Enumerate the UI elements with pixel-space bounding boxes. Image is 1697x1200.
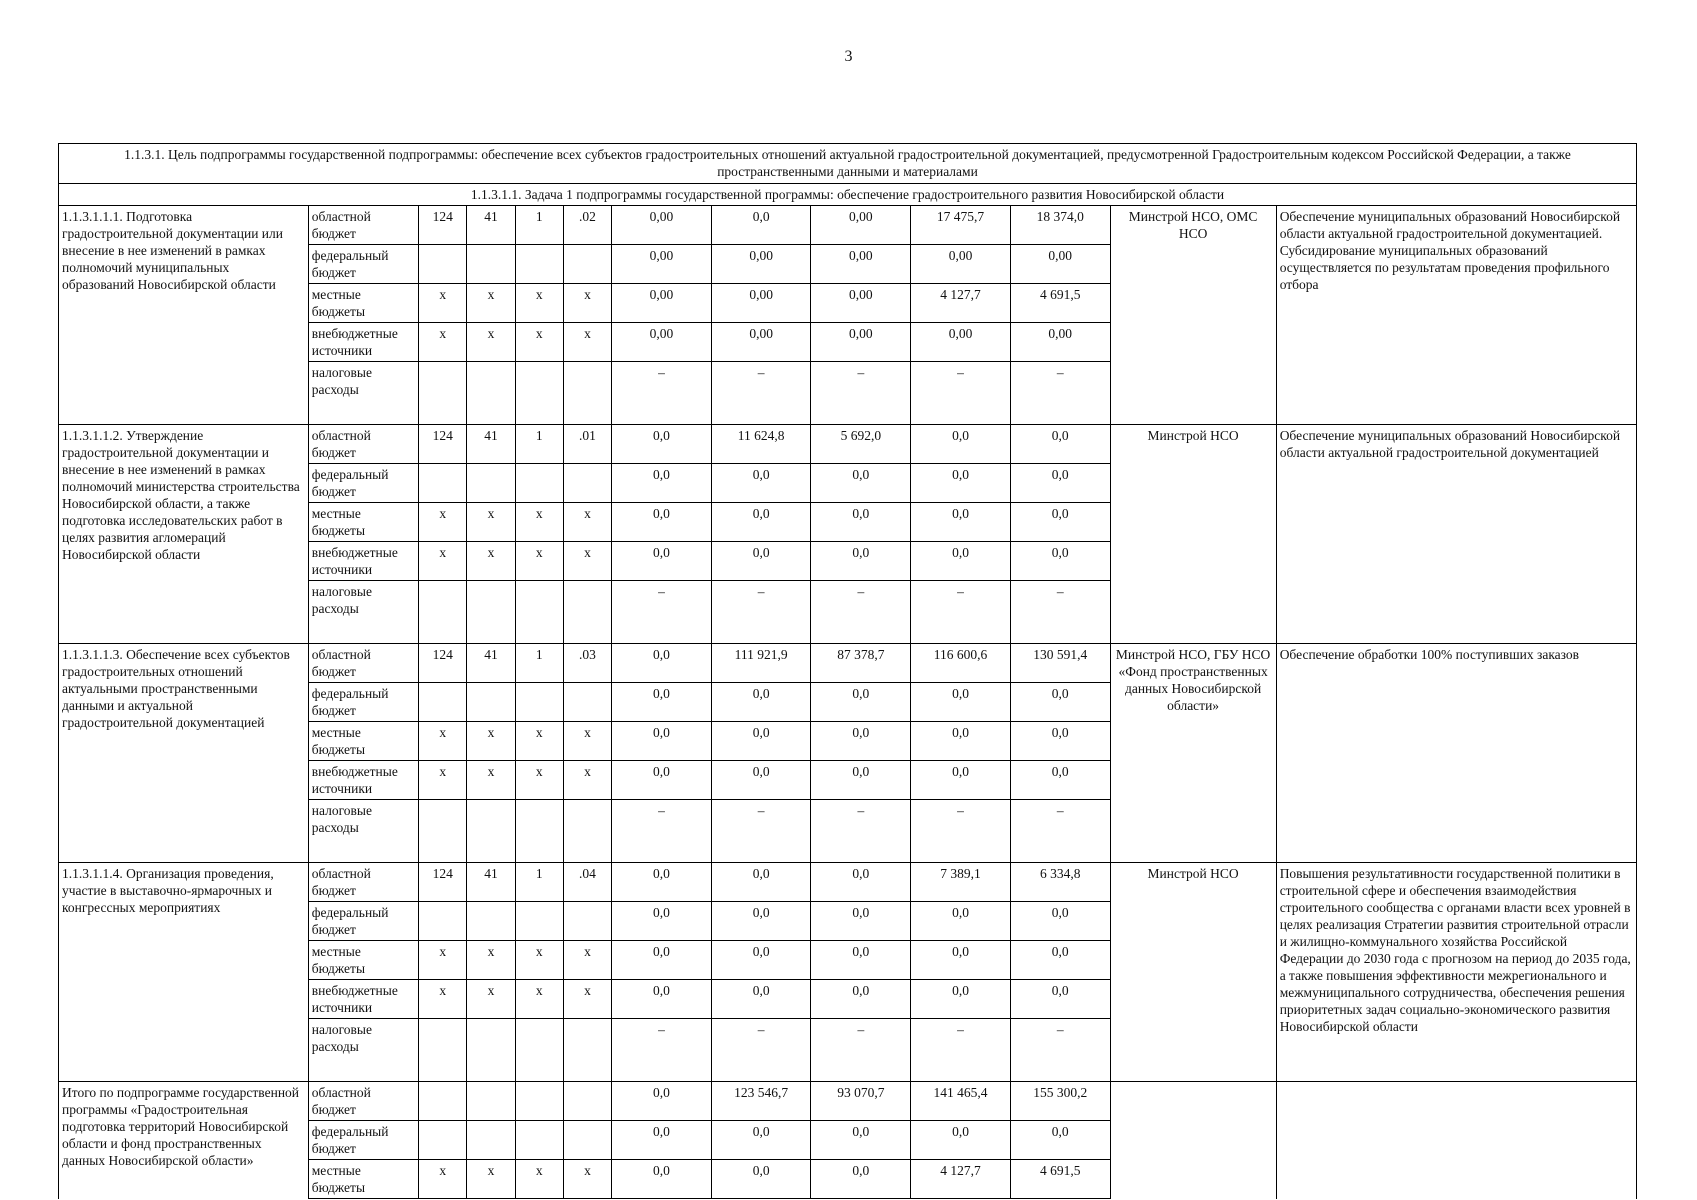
code-cell: .02 bbox=[563, 206, 611, 245]
value-cell: 6 334,8 bbox=[1010, 863, 1110, 902]
value-cell: 0,0 bbox=[711, 542, 811, 581]
value-cell: – bbox=[911, 800, 1011, 863]
code-cell bbox=[515, 902, 563, 941]
value-cell: 0,0 bbox=[811, 980, 911, 1019]
value-cell: – bbox=[1010, 1019, 1110, 1082]
code-cell: x bbox=[515, 323, 563, 362]
value-cell: 0,0 bbox=[1010, 683, 1110, 722]
value-cell: – bbox=[612, 800, 712, 863]
code-cell: x bbox=[467, 722, 515, 761]
value-cell: – bbox=[811, 362, 911, 425]
value-cell: 0,00 bbox=[1010, 323, 1110, 362]
code-cell bbox=[419, 902, 467, 941]
code-cell: x bbox=[515, 284, 563, 323]
value-cell: 0,0 bbox=[612, 761, 712, 800]
code-cell bbox=[515, 1121, 563, 1160]
code-cell: 41 bbox=[467, 644, 515, 683]
code-cell: x bbox=[515, 980, 563, 1019]
value-cell: 0,0 bbox=[711, 980, 811, 1019]
code-cell bbox=[563, 1121, 611, 1160]
value-cell: – bbox=[711, 362, 811, 425]
value-cell: 18 374,0 bbox=[1010, 206, 1110, 245]
funding-source: налоговые расходы bbox=[308, 800, 418, 863]
code-cell bbox=[563, 581, 611, 644]
value-cell: – bbox=[811, 1019, 911, 1082]
value-cell: 0,0 bbox=[911, 761, 1011, 800]
code-cell bbox=[419, 245, 467, 284]
value-cell: 0,0 bbox=[612, 464, 712, 503]
value-cell: – bbox=[911, 581, 1011, 644]
funding-source: федеральный бюджет bbox=[308, 245, 418, 284]
value-cell: 0,0 bbox=[612, 542, 712, 581]
value-cell: 0,0 bbox=[911, 503, 1011, 542]
funding-source: налоговые расходы bbox=[308, 362, 418, 425]
value-cell: – bbox=[811, 800, 911, 863]
value-cell: 0,0 bbox=[1010, 941, 1110, 980]
value-cell: 4 127,7 bbox=[911, 1160, 1011, 1199]
result bbox=[1276, 1082, 1636, 1199]
value-cell: 0,0 bbox=[711, 761, 811, 800]
value-cell: 0,0 bbox=[612, 503, 712, 542]
value-cell: 0,0 bbox=[911, 542, 1011, 581]
code-cell: x bbox=[467, 503, 515, 542]
code-cell: x bbox=[515, 503, 563, 542]
executor: Минстрой НСО, ГБУ НСО «Фонд пространственных данных Новосибирской области» bbox=[1110, 644, 1276, 863]
value-cell: 0,00 bbox=[911, 245, 1011, 284]
code-cell: 41 bbox=[467, 425, 515, 464]
code-cell: x bbox=[467, 284, 515, 323]
code-cell: x bbox=[419, 941, 467, 980]
table-row bbox=[59, 425, 1637, 464]
value-cell: – bbox=[612, 362, 712, 425]
code-cell bbox=[467, 683, 515, 722]
funding-source: внебюджетные источники bbox=[308, 980, 418, 1019]
value-cell: 0,0 bbox=[612, 1082, 712, 1121]
code-cell: x bbox=[419, 503, 467, 542]
program-table bbox=[58, 143, 1637, 1199]
code-cell bbox=[467, 581, 515, 644]
value-cell: 0,0 bbox=[1010, 902, 1110, 941]
value-cell: – bbox=[911, 1019, 1011, 1082]
value-cell: – bbox=[711, 800, 811, 863]
code-cell bbox=[563, 362, 611, 425]
value-cell: 0,00 bbox=[811, 206, 911, 245]
value-cell: 0,0 bbox=[612, 644, 712, 683]
code-cell bbox=[515, 581, 563, 644]
value-cell: – bbox=[612, 1019, 712, 1082]
code-cell: 41 bbox=[467, 863, 515, 902]
value-cell: 0,00 bbox=[811, 284, 911, 323]
value-cell: 0,0 bbox=[811, 761, 911, 800]
value-cell: 0,0 bbox=[911, 722, 1011, 761]
code-cell bbox=[419, 581, 467, 644]
funding-source: внебюджетные источники bbox=[308, 323, 418, 362]
value-cell: 4 691,5 bbox=[1010, 284, 1110, 323]
funding-source: федеральный бюджет bbox=[308, 1121, 418, 1160]
code-cell bbox=[419, 1121, 467, 1160]
code-cell bbox=[563, 245, 611, 284]
value-cell: 0,0 bbox=[911, 683, 1011, 722]
code-cell: x bbox=[467, 941, 515, 980]
value-cell: 0,0 bbox=[911, 1121, 1011, 1160]
code-cell: x bbox=[563, 503, 611, 542]
executor: Минстрой НСО, ОМС НСО bbox=[1110, 206, 1276, 425]
result: Обеспечение муниципальных образований Новосибирской области актуальной градостроительной документацией bbox=[1276, 425, 1636, 644]
value-cell: 4 127,7 bbox=[911, 284, 1011, 323]
code-cell: x bbox=[419, 542, 467, 581]
code-cell bbox=[515, 362, 563, 425]
code-cell bbox=[467, 1082, 515, 1121]
value-cell: 0,00 bbox=[711, 323, 811, 362]
value-cell: 0,0 bbox=[811, 941, 911, 980]
value-cell: 111 921,9 bbox=[711, 644, 811, 683]
executor bbox=[1110, 1082, 1276, 1199]
code-cell bbox=[419, 1082, 467, 1121]
code-cell bbox=[419, 800, 467, 863]
value-cell: – bbox=[711, 581, 811, 644]
value-cell: 4 691,5 bbox=[1010, 1160, 1110, 1199]
measure-name: 1.1.3.1.1.4. Организация проведения, участие в выставочно-ярмарочных и конгрессных мероприятиях bbox=[59, 863, 309, 1082]
value-cell: 0,0 bbox=[1010, 542, 1110, 581]
code-cell: 1 bbox=[515, 863, 563, 902]
table-row bbox=[59, 863, 1637, 902]
value-cell: 0,0 bbox=[1010, 980, 1110, 1019]
code-cell bbox=[467, 902, 515, 941]
value-cell: 0,0 bbox=[811, 542, 911, 581]
value-cell: 0,0 bbox=[811, 503, 911, 542]
code-cell: x bbox=[467, 980, 515, 1019]
code-cell: 124 bbox=[419, 644, 467, 683]
value-cell: 155 300,2 bbox=[1010, 1082, 1110, 1121]
value-cell: 0,0 bbox=[1010, 503, 1110, 542]
code-cell: x bbox=[419, 1160, 467, 1199]
value-cell: 0,0 bbox=[911, 980, 1011, 1019]
measure-name: 1.1.3.1.1.2. Утверждение градостроительной документации и внесение в нее изменений в рамках полномочий министерства строительства Новосибирской области, а также подготовка исследовательских работ в целях развития агломераций Новосибирской области bbox=[59, 425, 309, 644]
value-cell: 17 475,7 bbox=[911, 206, 1011, 245]
code-cell: x bbox=[563, 761, 611, 800]
funding-source: областной бюджет bbox=[308, 644, 418, 683]
funding-source: федеральный бюджет bbox=[308, 464, 418, 503]
value-cell: 0,0 bbox=[711, 464, 811, 503]
code-cell bbox=[419, 1019, 467, 1082]
value-cell: 0,0 bbox=[1010, 425, 1110, 464]
code-cell bbox=[467, 245, 515, 284]
code-cell: .01 bbox=[563, 425, 611, 464]
code-cell: x bbox=[515, 722, 563, 761]
value-cell: 0,0 bbox=[811, 902, 911, 941]
value-cell: 0,0 bbox=[811, 683, 911, 722]
code-cell bbox=[563, 1019, 611, 1082]
funding-source: местные бюджеты bbox=[308, 503, 418, 542]
value-cell: – bbox=[711, 1019, 811, 1082]
value-cell: 0,0 bbox=[711, 941, 811, 980]
code-cell bbox=[563, 683, 611, 722]
code-cell: x bbox=[419, 323, 467, 362]
funding-source: областной бюджет bbox=[308, 1082, 418, 1121]
code-cell bbox=[419, 464, 467, 503]
table-row bbox=[59, 644, 1637, 683]
value-cell: 0,0 bbox=[711, 206, 811, 245]
value-cell: 0,0 bbox=[711, 1121, 811, 1160]
code-cell bbox=[563, 1082, 611, 1121]
executor: Минстрой НСО bbox=[1110, 425, 1276, 644]
value-cell: 0,0 bbox=[811, 863, 911, 902]
code-cell: x bbox=[515, 761, 563, 800]
value-cell: 0,0 bbox=[911, 425, 1011, 464]
code-cell: 1 bbox=[515, 644, 563, 683]
code-cell: x bbox=[563, 980, 611, 1019]
value-cell: 0,0 bbox=[811, 722, 911, 761]
funding-source: местные бюджеты bbox=[308, 1160, 418, 1199]
value-cell: 0,0 bbox=[711, 503, 811, 542]
code-cell: x bbox=[563, 542, 611, 581]
code-cell: x bbox=[467, 542, 515, 581]
code-cell: x bbox=[563, 722, 611, 761]
code-cell: x bbox=[515, 941, 563, 980]
value-cell: 0,0 bbox=[811, 464, 911, 503]
code-cell: x bbox=[419, 284, 467, 323]
code-cell bbox=[515, 800, 563, 863]
code-cell bbox=[419, 362, 467, 425]
code-cell: x bbox=[515, 1160, 563, 1199]
code-cell: 1 bbox=[515, 206, 563, 245]
code-cell bbox=[515, 683, 563, 722]
code-cell: x bbox=[563, 1160, 611, 1199]
code-cell: x bbox=[419, 761, 467, 800]
value-cell: 0,0 bbox=[612, 722, 712, 761]
code-cell bbox=[467, 800, 515, 863]
code-cell bbox=[515, 464, 563, 503]
funding-source: федеральный бюджет bbox=[308, 902, 418, 941]
value-cell: 0,0 bbox=[612, 1160, 712, 1199]
code-cell: x bbox=[563, 284, 611, 323]
code-cell: x bbox=[467, 1160, 515, 1199]
result: Обеспечение муниципальных образований Новосибирской области актуальной градостроительной документацией. Субсидирование муниципальных образований осуществляется по результатам проведения профильного отбора bbox=[1276, 206, 1636, 425]
funding-source: внебюджетные источники bbox=[308, 542, 418, 581]
code-cell: .03 bbox=[563, 644, 611, 683]
code-cell bbox=[515, 245, 563, 284]
code-cell: 1 bbox=[515, 425, 563, 464]
value-cell: – bbox=[612, 581, 712, 644]
value-cell: 0,00 bbox=[911, 323, 1011, 362]
value-cell: 11 624,8 bbox=[711, 425, 811, 464]
value-cell: 0,00 bbox=[1010, 245, 1110, 284]
value-cell: 0,0 bbox=[911, 464, 1011, 503]
value-cell: 93 070,7 bbox=[811, 1082, 911, 1121]
value-cell: 0,0 bbox=[612, 980, 712, 1019]
value-cell: 0,0 bbox=[911, 941, 1011, 980]
value-cell: 0,00 bbox=[612, 284, 712, 323]
funding-source: местные бюджеты bbox=[308, 941, 418, 980]
value-cell: 0,00 bbox=[811, 323, 911, 362]
funding-source: налоговые расходы bbox=[308, 1019, 418, 1082]
funding-source: областной бюджет bbox=[308, 425, 418, 464]
code-cell bbox=[467, 1121, 515, 1160]
code-cell bbox=[467, 464, 515, 503]
value-cell: 0,0 bbox=[1010, 761, 1110, 800]
funding-source: внебюджетные источники bbox=[308, 761, 418, 800]
value-cell: 0,00 bbox=[612, 323, 712, 362]
value-cell: 7 389,1 bbox=[911, 863, 1011, 902]
table-row bbox=[59, 206, 1637, 245]
value-cell: 116 600,6 bbox=[911, 644, 1011, 683]
goal-header: 1.1.3.1. Цель подпрограммы государственной подпрограммы: обеспечение всех субъектов градостроительных отношений актуальной градостроительной документацией, предусмотренной Градостроительным кодексом Российской Федерации, а также пространственными данными и материалами bbox=[59, 144, 1637, 184]
result: Повышения результативности государственной политики в строительной сфере и обеспечения взаимодействия строительного сообщества с органами власти всех уровней в целях реализация Стратегии развития строительной отрасли и жилищно-коммунального хозяйства Российской Федерации до 2030 года с прогнозом на период до 2035 года, а также повышения эффективности межрегионального и межмуниципального сотрудничества, обеспечения решения приоритетных задач социально-экономического развития Новосибирской области bbox=[1276, 863, 1636, 1082]
funding-source: местные бюджеты bbox=[308, 722, 418, 761]
value-cell: 0,0 bbox=[711, 863, 811, 902]
code-cell: 124 bbox=[419, 425, 467, 464]
value-cell: 0,0 bbox=[612, 902, 712, 941]
value-cell: – bbox=[811, 581, 911, 644]
value-cell: 0,0 bbox=[612, 863, 712, 902]
value-cell: 0,0 bbox=[711, 722, 811, 761]
code-cell: .04 bbox=[563, 863, 611, 902]
value-cell: 5 692,0 bbox=[811, 425, 911, 464]
funding-source: областной бюджет bbox=[308, 863, 418, 902]
value-cell: 0,0 bbox=[612, 425, 712, 464]
value-cell: 0,0 bbox=[1010, 1121, 1110, 1160]
value-cell: 0,0 bbox=[612, 1121, 712, 1160]
page-number: 3 bbox=[844, 48, 853, 65]
code-cell: x bbox=[419, 722, 467, 761]
code-cell bbox=[467, 1019, 515, 1082]
value-cell: 123 546,7 bbox=[711, 1082, 811, 1121]
value-cell: 0,0 bbox=[711, 683, 811, 722]
funding-source: федеральный бюджет bbox=[308, 683, 418, 722]
code-cell bbox=[563, 464, 611, 503]
value-cell: 0,0 bbox=[811, 1160, 911, 1199]
table-row bbox=[59, 1082, 1637, 1121]
code-cell: x bbox=[563, 323, 611, 362]
code-cell: x bbox=[563, 941, 611, 980]
value-cell: 0,0 bbox=[811, 1121, 911, 1160]
task-header: 1.1.3.1.1. Задача 1 подпрограммы государственной программы: обеспечение градостроительного развития Новосибирской области bbox=[59, 184, 1637, 206]
code-cell: 41 bbox=[467, 206, 515, 245]
code-cell: x bbox=[467, 323, 515, 362]
code-cell: x bbox=[419, 980, 467, 1019]
value-cell: 0,0 bbox=[911, 902, 1011, 941]
value-cell: – bbox=[911, 362, 1011, 425]
value-cell: – bbox=[1010, 581, 1110, 644]
value-cell: 0,0 bbox=[1010, 464, 1110, 503]
value-cell: 0,00 bbox=[711, 284, 811, 323]
code-cell: x bbox=[467, 761, 515, 800]
value-cell: 141 465,4 bbox=[911, 1082, 1011, 1121]
result: Обеспечение обработки 100% поступивших заказов bbox=[1276, 644, 1636, 863]
value-cell: 0,00 bbox=[612, 206, 712, 245]
code-cell bbox=[515, 1082, 563, 1121]
funding-source: местные бюджеты bbox=[308, 284, 418, 323]
funding-source: налоговые расходы bbox=[308, 581, 418, 644]
funding-source: областной бюджет bbox=[308, 206, 418, 245]
code-cell: 124 bbox=[419, 206, 467, 245]
code-cell bbox=[563, 800, 611, 863]
measure-name: 1.1.3.1.1.1. Подготовка градостроительной документации или внесение в нее изменений в рамках полномочий муниципальных образований Новосибирской области bbox=[59, 206, 309, 425]
code-cell bbox=[419, 683, 467, 722]
value-cell: 0,0 bbox=[612, 683, 712, 722]
code-cell bbox=[467, 362, 515, 425]
value-cell: 0,00 bbox=[612, 245, 712, 284]
code-cell: x bbox=[515, 542, 563, 581]
value-cell: 0,0 bbox=[711, 1160, 811, 1199]
value-cell: 0,00 bbox=[811, 245, 911, 284]
value-cell: 0,0 bbox=[612, 941, 712, 980]
value-cell: 0,00 bbox=[711, 245, 811, 284]
value-cell: – bbox=[1010, 800, 1110, 863]
code-cell bbox=[563, 902, 611, 941]
measure-name: 1.1.3.1.1.3. Обеспечение всех субъектов градостроительных отношений актуальными пространственными данными и актуальной градостроительной документацией bbox=[59, 644, 309, 863]
executor: Минстрой НСО bbox=[1110, 863, 1276, 1082]
value-cell: 0,0 bbox=[711, 902, 811, 941]
value-cell: 130 591,4 bbox=[1010, 644, 1110, 683]
code-cell bbox=[515, 1019, 563, 1082]
value-cell: 0,0 bbox=[1010, 722, 1110, 761]
value-cell: 87 378,7 bbox=[811, 644, 911, 683]
measure-name: Итого по подпрограмме государственной программы «Градостроительная подготовка территорий Новосибирской области и фонд пространственных данных Новосибирской области» bbox=[59, 1082, 309, 1199]
code-cell: 124 bbox=[419, 863, 467, 902]
value-cell: – bbox=[1010, 362, 1110, 425]
